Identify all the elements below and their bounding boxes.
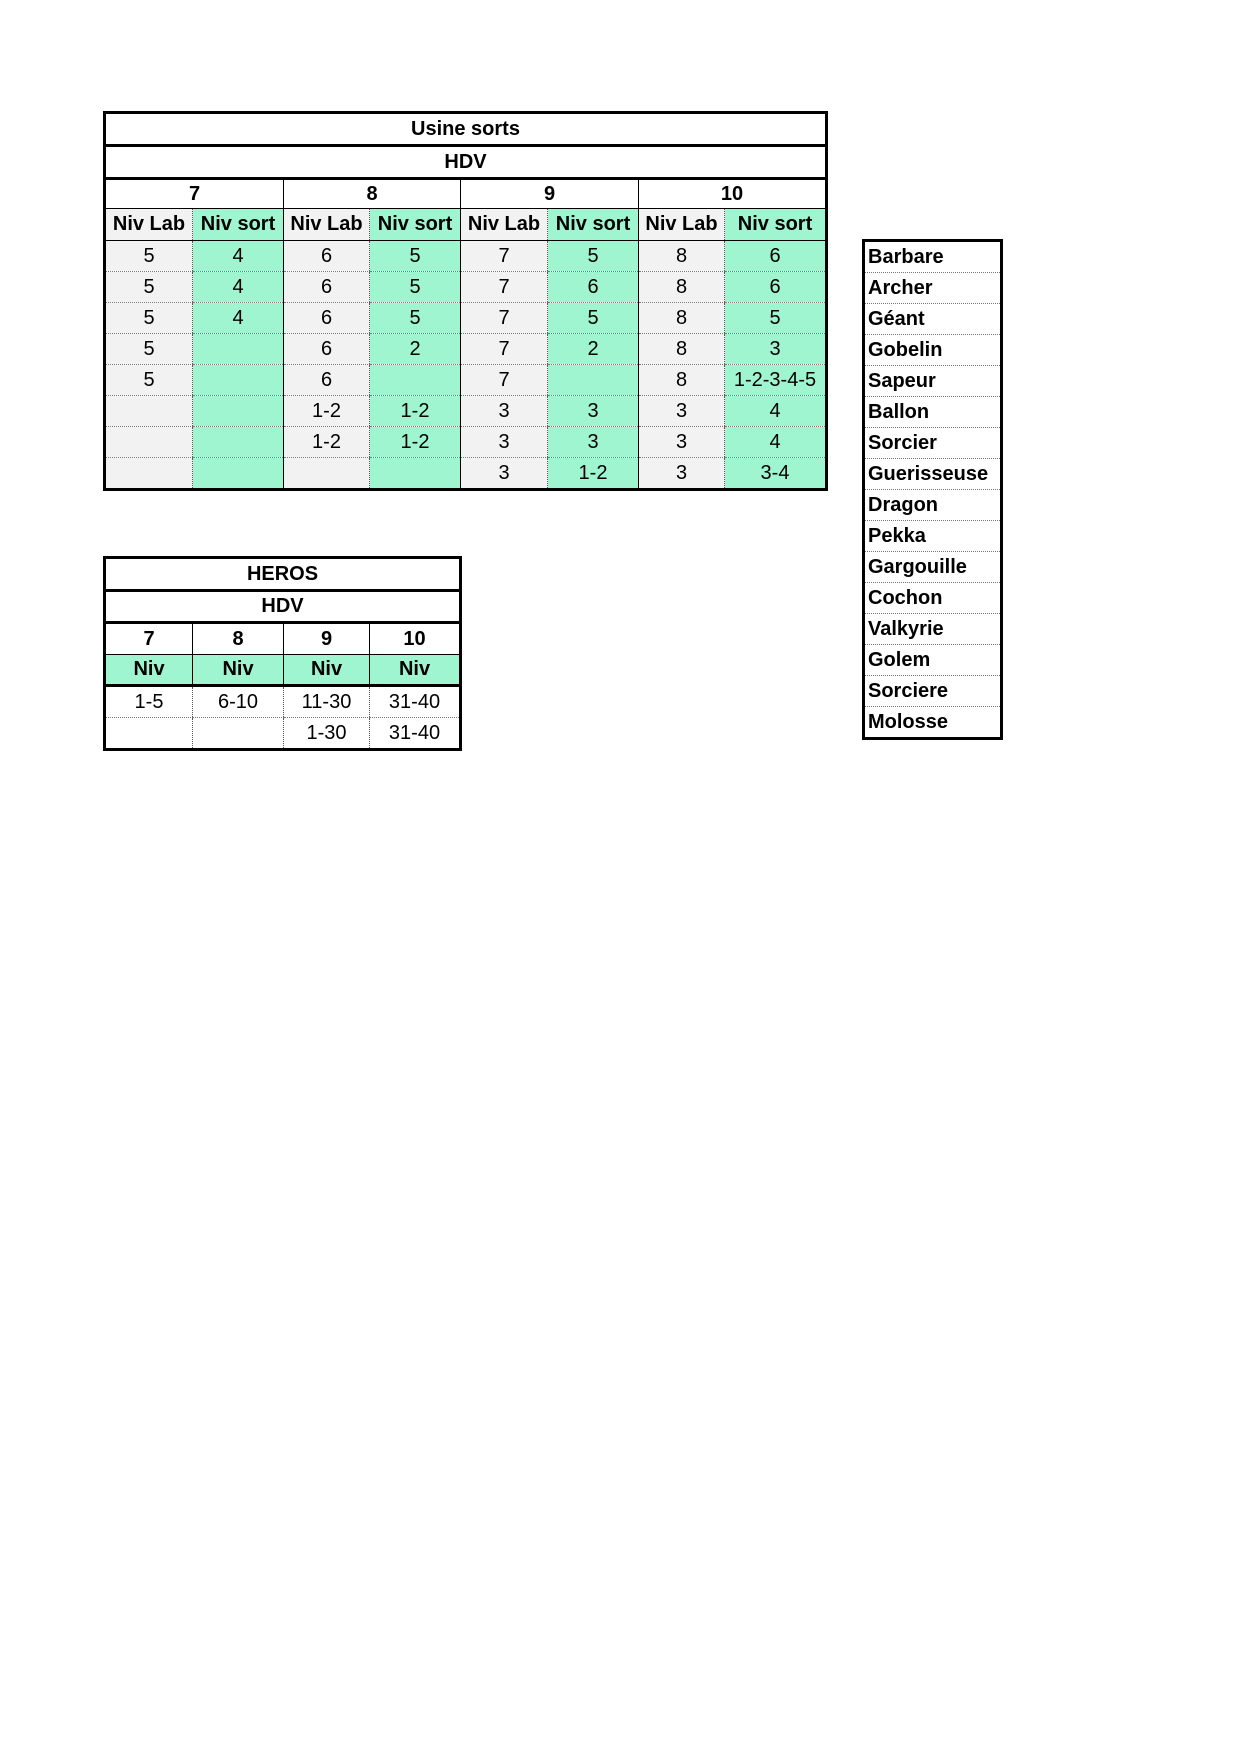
hero-level-range-cell bbox=[193, 718, 284, 750]
niv-lab-cell: 6 bbox=[284, 334, 370, 365]
hero-level-header: 9 bbox=[284, 623, 370, 655]
troop-name: Molosse bbox=[868, 710, 949, 733]
niv-sort-cell: 4 bbox=[725, 396, 827, 427]
niv-lab-cell: 8 bbox=[639, 365, 725, 396]
spell-table-row bbox=[105, 458, 827, 490]
niv-lab-cell: 6 bbox=[284, 272, 370, 303]
niv-lab-cell: 5 bbox=[105, 241, 193, 272]
troop-name: Valkyrie bbox=[864, 614, 1002, 645]
niv-sort-cell: 3 bbox=[548, 396, 639, 427]
troop-row bbox=[864, 676, 1002, 707]
spell-table-row bbox=[105, 396, 827, 427]
heroes-table-hdv-label: HDV bbox=[105, 591, 461, 623]
niv-lab-header: Niv Lab bbox=[639, 209, 725, 241]
hero-level-range-cell: 1-30 bbox=[284, 718, 370, 750]
spell-factory-table bbox=[103, 111, 828, 491]
niv-sort-cell: 2 bbox=[370, 334, 461, 365]
niv-lab-cell: 1-2 bbox=[284, 427, 370, 458]
troop-name: Golem bbox=[864, 645, 1002, 676]
niv-lab-cell: 3 bbox=[461, 427, 548, 458]
spell-table-title: Usine sorts bbox=[105, 113, 827, 146]
troop-row bbox=[864, 552, 1002, 583]
spell-level-header: 9 bbox=[461, 179, 639, 209]
niv-lab-cell: 3 bbox=[461, 396, 548, 427]
niv-lab-cell: 6 bbox=[284, 303, 370, 334]
niv-sort-header: Niv sort bbox=[725, 209, 827, 241]
niv-lab-cell: 3 bbox=[639, 427, 725, 458]
heroes-table-title: HEROS bbox=[105, 558, 461, 591]
spell-table-row bbox=[105, 272, 827, 303]
hero-level-header: 7 bbox=[105, 623, 193, 655]
hero-table-row bbox=[105, 718, 461, 750]
niv-sort-cell bbox=[193, 365, 284, 396]
heroes-table bbox=[103, 556, 462, 751]
niv-lab-cell: 5 bbox=[105, 365, 193, 396]
niv-lab-header: Niv Lab bbox=[105, 209, 193, 241]
hero-level-range-cell: 31-40 bbox=[370, 686, 461, 718]
niv-lab-cell bbox=[105, 427, 193, 458]
hero-niv-header: Niv bbox=[105, 655, 193, 686]
spell-table-hdv-label: HDV bbox=[105, 146, 827, 179]
hero-level-range-cell bbox=[105, 718, 193, 750]
troop-name: Guerisseuse bbox=[864, 459, 1002, 490]
niv-lab-cell: 8 bbox=[639, 334, 725, 365]
hero-level-range-cell: 1-5 bbox=[105, 686, 193, 718]
niv-lab-cell: 5 bbox=[105, 272, 193, 303]
troop-row bbox=[864, 614, 1002, 645]
troop-row bbox=[864, 366, 1002, 397]
niv-sort-cell: 5 bbox=[370, 241, 461, 272]
troop-row bbox=[864, 241, 1002, 273]
troop-name: Archer bbox=[864, 273, 1002, 304]
niv-lab-cell: 3 bbox=[639, 458, 725, 490]
niv-lab-header: Niv Lab bbox=[284, 209, 370, 241]
troop-name: Pekka bbox=[864, 521, 1002, 552]
niv-lab-cell bbox=[284, 458, 370, 490]
niv-lab-cell: 7 bbox=[461, 241, 548, 272]
troop-row bbox=[864, 273, 1002, 304]
niv-lab-cell: 8 bbox=[639, 272, 725, 303]
troop-name: Gobelin bbox=[864, 335, 1002, 366]
niv-sort-cell bbox=[193, 427, 284, 458]
niv-sort-cell bbox=[193, 458, 284, 490]
troop-name: Sorciere bbox=[864, 676, 1002, 707]
hero-level-range-cell: 6-10 bbox=[193, 686, 284, 718]
niv-sort-cell: 4 bbox=[725, 427, 827, 458]
spell-table-row bbox=[105, 427, 827, 458]
troop-name: Géant bbox=[864, 304, 1002, 335]
niv-sort-cell bbox=[548, 365, 639, 396]
niv-sort-cell: 1-2 bbox=[370, 396, 461, 427]
hero-table-row bbox=[105, 686, 461, 718]
niv-lab-cell: 5 bbox=[105, 334, 193, 365]
troop-row bbox=[864, 583, 1002, 614]
troop-name: Ballon bbox=[864, 397, 1002, 428]
hero-niv-header: Niv bbox=[193, 655, 284, 686]
niv-sort-cell: 5 bbox=[548, 241, 639, 272]
niv-sort-cell: 5 bbox=[370, 303, 461, 334]
troop-name: Gargouille bbox=[864, 552, 1002, 583]
spell-level-header: 10 bbox=[639, 179, 827, 209]
spell-level-header: 7 bbox=[105, 179, 284, 209]
troop-row bbox=[864, 335, 1002, 366]
troop-name: Cochon bbox=[864, 583, 1002, 614]
niv-sort-cell: 5 bbox=[370, 272, 461, 303]
niv-sort-header: Niv sort bbox=[370, 209, 461, 241]
niv-lab-cell bbox=[105, 396, 193, 427]
niv-lab-cell: 8 bbox=[639, 303, 725, 334]
niv-sort-cell: 1-2 bbox=[370, 427, 461, 458]
spell-table-row bbox=[105, 365, 827, 396]
troop-row bbox=[864, 707, 1002, 739]
spell-table-row bbox=[105, 334, 827, 365]
niv-sort-header: Niv sort bbox=[548, 209, 639, 241]
hero-niv-header: Niv bbox=[284, 655, 370, 686]
troop-row bbox=[864, 428, 1002, 459]
niv-lab-cell: 6 bbox=[284, 241, 370, 272]
troop-name: Dragon bbox=[864, 490, 1002, 521]
hero-level-header: 8 bbox=[193, 623, 284, 655]
niv-sort-cell: 5 bbox=[548, 303, 639, 334]
niv-sort-cell: 4 bbox=[193, 303, 284, 334]
troop-row bbox=[864, 645, 1002, 676]
niv-sort-cell: 3 bbox=[548, 427, 639, 458]
niv-sort-cell: 1-2-3-4-5 bbox=[725, 365, 827, 396]
niv-lab-cell: 7 bbox=[461, 303, 548, 334]
hero-level-range-cell: 31-40 bbox=[370, 718, 461, 750]
niv-sort-cell: 2 bbox=[548, 334, 639, 365]
niv-lab-cell: 1-2 bbox=[284, 396, 370, 427]
troop-list bbox=[862, 239, 1003, 740]
niv-sort-cell bbox=[193, 396, 284, 427]
niv-sort-cell bbox=[370, 365, 461, 396]
niv-lab-cell: 5 bbox=[105, 303, 193, 334]
niv-lab-cell: 7 bbox=[461, 365, 548, 396]
troop-row bbox=[864, 304, 1002, 335]
troop-name: Sorcier bbox=[864, 428, 1002, 459]
niv-sort-cell bbox=[370, 458, 461, 490]
niv-lab-cell: 7 bbox=[461, 334, 548, 365]
niv-sort-header: Niv sort bbox=[193, 209, 284, 241]
niv-lab-cell: 8 bbox=[639, 241, 725, 272]
niv-sort-cell: 6 bbox=[725, 241, 827, 272]
niv-lab-header: Niv Lab bbox=[461, 209, 548, 241]
niv-lab-cell: 7 bbox=[461, 272, 548, 303]
troop-name: Barbare bbox=[864, 241, 1002, 273]
niv-lab-cell bbox=[105, 458, 193, 490]
spell-table-row bbox=[105, 241, 827, 272]
niv-sort-cell: 4 bbox=[193, 241, 284, 272]
niv-lab-cell: 6 bbox=[284, 365, 370, 396]
niv-sort-cell: 4 bbox=[193, 272, 284, 303]
niv-sort-cell: 1-2 bbox=[548, 458, 639, 490]
niv-sort-cell: 6 bbox=[725, 272, 827, 303]
niv-sort-cell: 6 bbox=[548, 272, 639, 303]
niv-sort-cell: 5 bbox=[725, 303, 827, 334]
spell-table-row bbox=[105, 303, 827, 334]
niv-sort-cell: 3-4 bbox=[725, 458, 827, 490]
hero-niv-header: Niv bbox=[370, 655, 461, 686]
troop-row bbox=[864, 490, 1002, 521]
niv-lab-cell: 3 bbox=[461, 458, 548, 490]
niv-lab-cell: 3 bbox=[639, 396, 725, 427]
troop-row bbox=[864, 397, 1002, 428]
spell-level-header: 8 bbox=[284, 179, 461, 209]
hero-level-range-cell: 11-30 bbox=[284, 686, 370, 718]
hero-level-header: 10 bbox=[370, 623, 461, 655]
troop-name: Sapeur bbox=[864, 366, 1002, 397]
niv-sort-cell bbox=[193, 334, 284, 365]
troop-row bbox=[864, 459, 1002, 490]
niv-sort-cell: 3 bbox=[725, 334, 827, 365]
troop-row bbox=[864, 521, 1002, 552]
